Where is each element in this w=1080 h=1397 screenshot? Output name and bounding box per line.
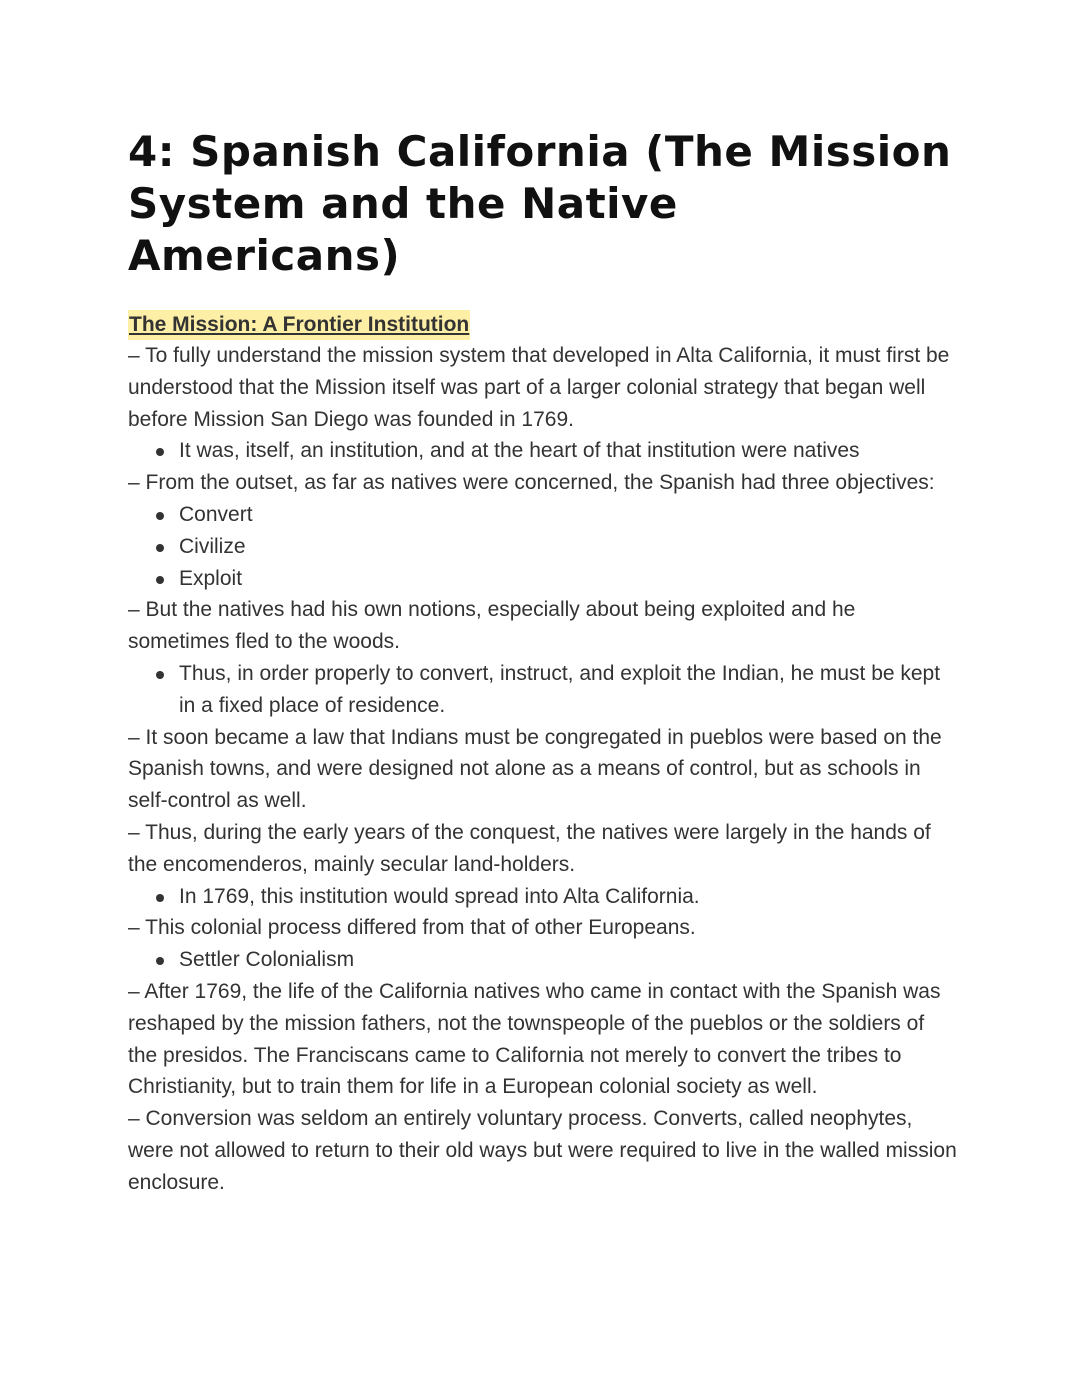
paragraph: – From the outset, as far as natives were concerned, the Spanish had three objectives: xyxy=(128,471,935,495)
bullet-list xyxy=(128,435,958,467)
bullet-item: Thus, in order properly to convert, instruct, and exploit the Indian, he must be kept in a fixed place of residence. xyxy=(179,658,958,722)
paragraph: – After 1769, the life of the California natives who came in contact with the Spanish was reshaped by the mission fathers, not the townspeople of the pueblos or the soldiers of the presidos. The Franciscans came to California not merely to convert the tribes to Christianity, but to train them for life in a European colonial society as well. xyxy=(128,979,941,1099)
section-heading: The Mission: A Frontier Institution xyxy=(128,310,470,340)
paragraph: – But the natives had his own notions, especially about being exploited and he sometimes fled to the woods. xyxy=(128,598,856,654)
page-title: 4: Spanish California (The Mission System and the Native Americans) xyxy=(128,127,952,280)
bullet-item: Civilize xyxy=(179,531,958,563)
bullet-item: It was, itself, an institution, and at the heart of that institution were natives xyxy=(179,435,958,467)
bullet-list xyxy=(128,881,958,913)
bullet-list xyxy=(128,658,958,722)
bullet-item: Settler Colonialism xyxy=(179,944,958,976)
document-page xyxy=(128,126,958,1199)
paragraph: – It soon became a law that Indians must be congregated in pueblos were based on the Spanish towns, and were designed not alone as a means of control, but as schools in self-control as well. xyxy=(128,725,942,813)
paragraph: – Conversion was seldom an entirely voluntary process. Converts, called neophytes, were not allowed to return to their old ways but were required to live in the walled mission enclosure. xyxy=(128,1107,957,1194)
bullet-list xyxy=(128,944,958,976)
bullet-item: Exploit xyxy=(179,563,958,595)
paragraph: – This colonial process differed from that of other Europeans. xyxy=(128,916,696,940)
document-body xyxy=(128,340,958,1199)
bullet-item: Convert xyxy=(179,499,958,531)
bullet-item: In 1769, this institution would spread into Alta California. xyxy=(179,881,958,913)
paragraph: – Thus, during the early years of the conquest, the natives were largely in the hands of the encomenderos, mainly secular land-holders. xyxy=(128,820,931,876)
paragraph: – To fully understand the mission system that developed in Alta California, it must first be understood that the Mission itself was part of a larger colonial strategy that began well before Mission San Diego was founded in 1769. xyxy=(128,344,950,431)
bullet-list xyxy=(128,499,958,594)
